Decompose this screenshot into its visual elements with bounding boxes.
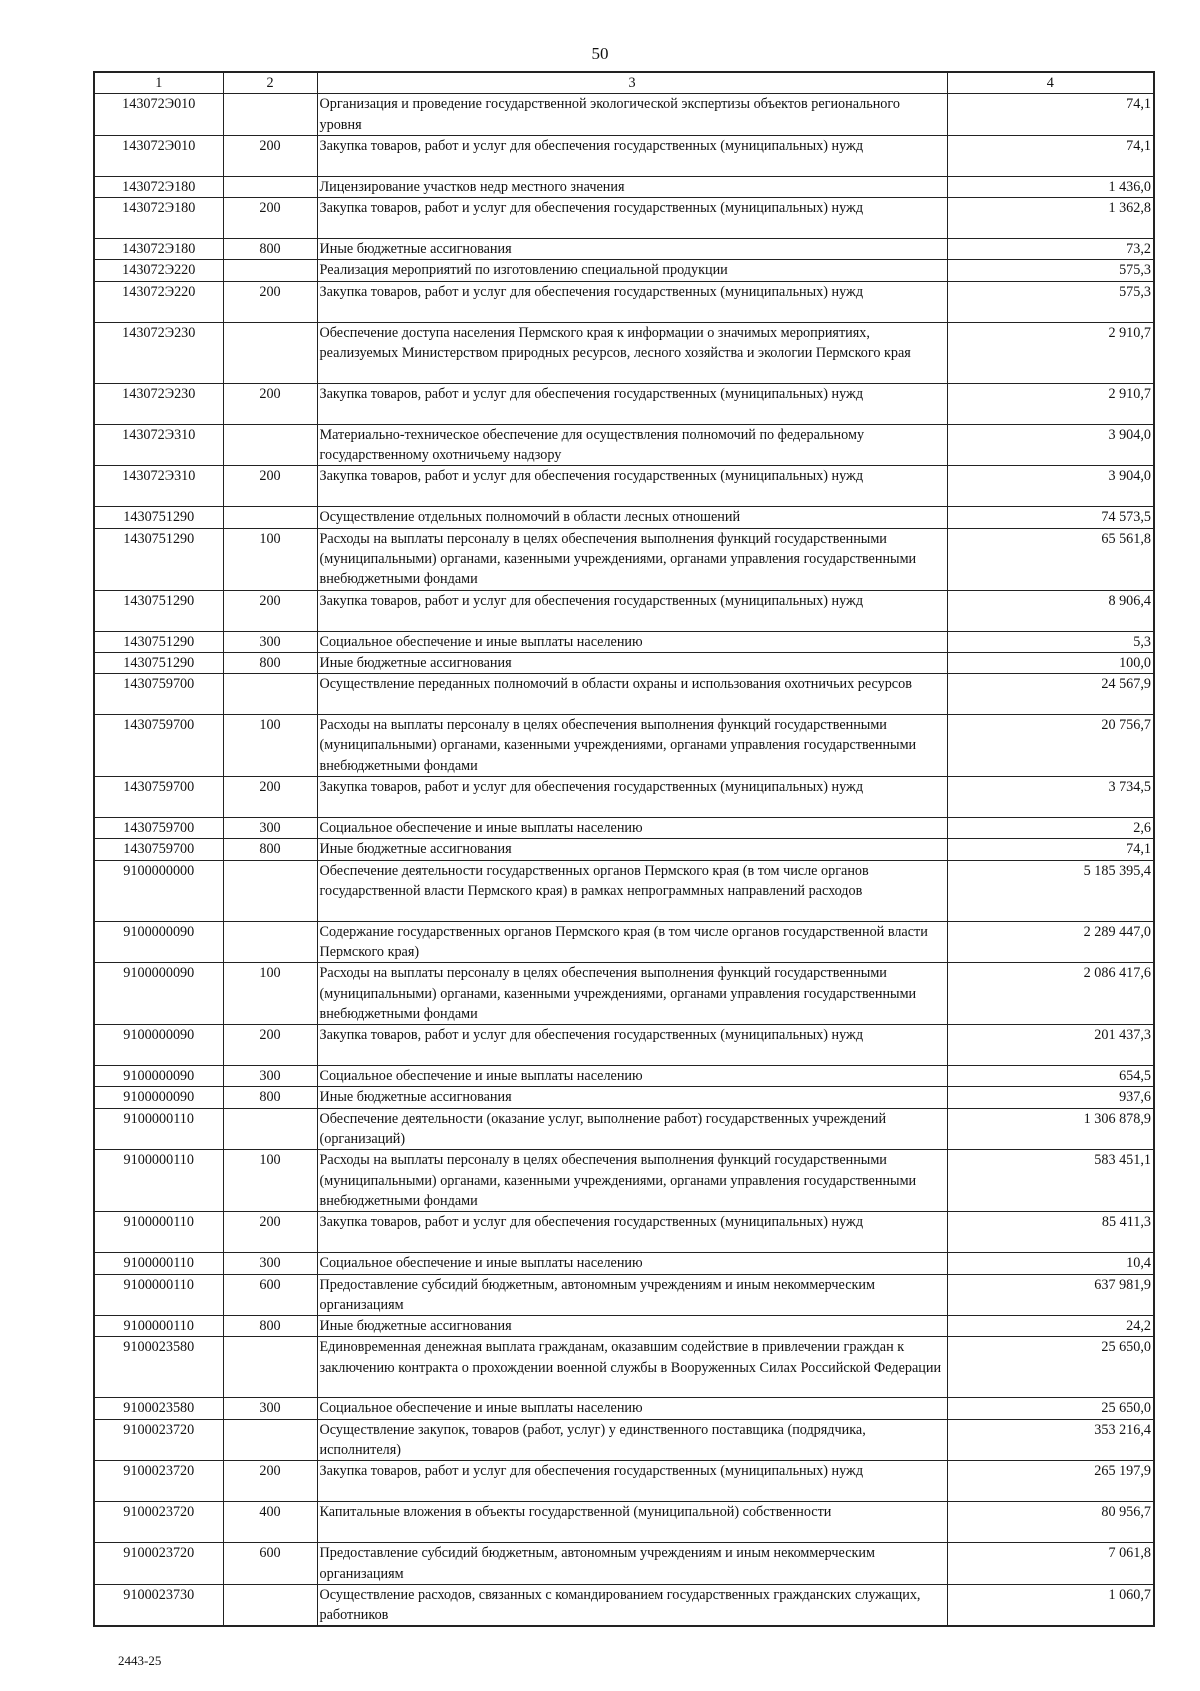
amount-cell: 353 216,4 bbox=[947, 1419, 1154, 1461]
amount-cell: 937,6 bbox=[947, 1087, 1154, 1108]
expense-type-cell: 100 bbox=[223, 528, 317, 590]
code-cell: 9100023720 bbox=[94, 1419, 223, 1461]
amount-cell: 1 362,8 bbox=[947, 198, 1154, 239]
table-row bbox=[94, 590, 1154, 631]
expense-type-cell: 200 bbox=[223, 1025, 317, 1066]
table-row bbox=[94, 1502, 1154, 1543]
column-header-name: 3 bbox=[317, 72, 947, 94]
code-cell: 9100000090 bbox=[94, 1025, 223, 1066]
description-cell: Капитальные вложения в объекты государственной (муниципальной) собственности bbox=[317, 1502, 947, 1543]
description-cell: Осуществление закупок, товаров (работ, услуг) у единственного поставщика (подрядчика, исполнителя) bbox=[317, 1419, 947, 1461]
code-cell: 143072Э220 bbox=[94, 281, 223, 322]
amount-cell: 2 289 447,0 bbox=[947, 921, 1154, 963]
table-row bbox=[94, 1398, 1154, 1419]
description-cell: Закупка товаров, работ и услуг для обеспечения государственных (муниципальных) нужд bbox=[317, 281, 947, 322]
expense-type-cell: 100 bbox=[223, 715, 317, 777]
expense-type-cell bbox=[223, 860, 317, 921]
code-cell: 1430759700 bbox=[94, 674, 223, 715]
amount-cell: 85 411,3 bbox=[947, 1212, 1154, 1253]
description-cell: Содержание государственных органов Пермского края (в том числе органов государственной власти Пермского края) bbox=[317, 921, 947, 963]
expense-type-cell bbox=[223, 507, 317, 528]
table-row bbox=[94, 631, 1154, 652]
table-row bbox=[94, 1337, 1154, 1398]
code-cell: 9100000090 bbox=[94, 921, 223, 963]
amount-cell: 3 904,0 bbox=[947, 466, 1154, 507]
table-row bbox=[94, 1253, 1154, 1274]
amount-cell: 100,0 bbox=[947, 652, 1154, 673]
expense-type-cell bbox=[223, 176, 317, 197]
amount-cell: 20 756,7 bbox=[947, 715, 1154, 777]
table-row bbox=[94, 1066, 1154, 1087]
code-cell: 143072Э180 bbox=[94, 239, 223, 260]
table-row bbox=[94, 176, 1154, 197]
table-row bbox=[94, 1274, 1154, 1316]
expense-type-cell: 400 bbox=[223, 1502, 317, 1543]
code-cell: 9100000090 bbox=[94, 963, 223, 1025]
expense-type-cell: 200 bbox=[223, 383, 317, 424]
code-cell: 9100023720 bbox=[94, 1543, 223, 1585]
code-cell: 9100000000 bbox=[94, 860, 223, 921]
expense-type-cell: 300 bbox=[223, 1253, 317, 1274]
budget-table bbox=[93, 71, 1155, 1627]
description-cell: Закупка товаров, работ и услуг для обеспечения государственных (муниципальных) нужд bbox=[317, 1212, 947, 1253]
description-cell: Осуществление отдельных полномочий в области лесных отношений bbox=[317, 507, 947, 528]
code-cell: 9100023580 bbox=[94, 1337, 223, 1398]
amount-cell: 2 086 417,6 bbox=[947, 963, 1154, 1025]
amount-cell: 8 906,4 bbox=[947, 590, 1154, 631]
table-row bbox=[94, 715, 1154, 777]
expense-type-cell bbox=[223, 674, 317, 715]
table-row bbox=[94, 528, 1154, 590]
description-cell: Закупка товаров, работ и услуг для обеспечения государственных (муниципальных) нужд bbox=[317, 1461, 947, 1502]
description-cell: Иные бюджетные ассигнования bbox=[317, 1316, 947, 1337]
description-cell: Иные бюджетные ассигнования bbox=[317, 239, 947, 260]
description-cell: Расходы на выплаты персоналу в целях обеспечения выполнения функций государственными (муниципальными) органами, казенными учреждениями, органами управления государственными внебюджетными фондами bbox=[317, 963, 947, 1025]
description-cell: Предоставление субсидий бюджетным, автономным учреждениям и иным некоммерческим организациям bbox=[317, 1274, 947, 1316]
expense-type-cell: 300 bbox=[223, 1398, 317, 1419]
amount-cell: 24 567,9 bbox=[947, 674, 1154, 715]
description-cell: Социальное обеспечение и иные выплаты населению bbox=[317, 631, 947, 652]
description-cell: Обеспечение деятельности (оказание услуг, выполнение работ) государственных учреждений (организаций) bbox=[317, 1108, 947, 1150]
description-cell: Обеспечение деятельности государственных органов Пермского края (в том числе органов государственной власти Пермского края) в рамках непрограммных направлений расходов bbox=[317, 860, 947, 921]
table-row bbox=[94, 94, 1154, 136]
description-cell: Расходы на выплаты персоналу в целях обеспечения выполнения функций государственными (муниципальными) органами, казенными учреждениями, органами управления государственными внебюджетными фондами bbox=[317, 1150, 947, 1212]
code-cell: 1430751290 bbox=[94, 631, 223, 652]
table-row bbox=[94, 1150, 1154, 1212]
amount-cell: 7 061,8 bbox=[947, 1543, 1154, 1585]
expense-type-cell: 100 bbox=[223, 963, 317, 1025]
expense-type-cell: 300 bbox=[223, 1066, 317, 1087]
table-row bbox=[94, 860, 1154, 921]
table-row bbox=[94, 383, 1154, 424]
expense-type-cell bbox=[223, 1584, 317, 1626]
code-cell: 9100000090 bbox=[94, 1066, 223, 1087]
description-cell: Предоставление субсидий бюджетным, автономным учреждениям и иным некоммерческим организациям bbox=[317, 1543, 947, 1585]
amount-cell: 2 910,7 bbox=[947, 322, 1154, 383]
table-row bbox=[94, 198, 1154, 239]
expense-type-cell: 200 bbox=[223, 590, 317, 631]
amount-cell: 3 904,0 bbox=[947, 424, 1154, 466]
code-cell: 143072Э180 bbox=[94, 198, 223, 239]
description-cell: Расходы на выплаты персоналу в целях обеспечения выполнения функций государственными (муниципальными) органами, казенными учреждениями, органами управления государственными внебюджетными фондами bbox=[317, 715, 947, 777]
amount-cell: 2,6 bbox=[947, 818, 1154, 839]
expense-type-cell: 200 bbox=[223, 198, 317, 239]
table-body bbox=[94, 94, 1154, 1627]
code-cell: 9100000110 bbox=[94, 1212, 223, 1253]
amount-cell: 10,4 bbox=[947, 1253, 1154, 1274]
expense-type-cell: 800 bbox=[223, 652, 317, 673]
code-cell: 143072Э310 bbox=[94, 424, 223, 466]
amount-cell: 74,1 bbox=[947, 135, 1154, 176]
column-header-code: 1 bbox=[94, 72, 223, 94]
description-cell: Социальное обеспечение и иные выплаты населению bbox=[317, 1253, 947, 1274]
description-cell: Иные бюджетные ассигнования bbox=[317, 1087, 947, 1108]
code-cell: 9100000110 bbox=[94, 1108, 223, 1150]
description-cell: Лицензирование участков недр местного значения bbox=[317, 176, 947, 197]
code-cell: 1430751290 bbox=[94, 528, 223, 590]
amount-cell: 5,3 bbox=[947, 631, 1154, 652]
expense-type-cell: 200 bbox=[223, 466, 317, 507]
code-cell: 1430751290 bbox=[94, 590, 223, 631]
amount-cell: 25 650,0 bbox=[947, 1337, 1154, 1398]
description-cell: Расходы на выплаты персоналу в целях обеспечения выполнения функций государственными (муниципальными) органами, казенными учреждениями, органами управления государственными внебюджетными фондами bbox=[317, 528, 947, 590]
amount-cell: 74,1 bbox=[947, 94, 1154, 136]
table-row bbox=[94, 1316, 1154, 1337]
table-row bbox=[94, 652, 1154, 673]
amount-cell: 73,2 bbox=[947, 239, 1154, 260]
expense-type-cell bbox=[223, 1419, 317, 1461]
table-row bbox=[94, 839, 1154, 860]
amount-cell: 1 436,0 bbox=[947, 176, 1154, 197]
table-row bbox=[94, 818, 1154, 839]
code-cell: 1430759700 bbox=[94, 839, 223, 860]
code-cell: 143072Э010 bbox=[94, 135, 223, 176]
code-cell: 9100023580 bbox=[94, 1398, 223, 1419]
code-cell: 143072Э010 bbox=[94, 94, 223, 136]
table-row bbox=[94, 135, 1154, 176]
table-row bbox=[94, 1584, 1154, 1626]
amount-cell: 80 956,7 bbox=[947, 1502, 1154, 1543]
expense-type-cell: 800 bbox=[223, 1316, 317, 1337]
description-cell: Социальное обеспечение и иные выплаты населению bbox=[317, 1066, 947, 1087]
column-header-sum: 4 bbox=[947, 72, 1154, 94]
code-cell: 143072Э230 bbox=[94, 383, 223, 424]
code-cell: 143072Э310 bbox=[94, 466, 223, 507]
description-cell: Реализация мероприятий по изготовлению специальной продукции bbox=[317, 260, 947, 281]
amount-cell: 201 437,3 bbox=[947, 1025, 1154, 1066]
amount-cell: 1 060,7 bbox=[947, 1584, 1154, 1626]
table-row bbox=[94, 674, 1154, 715]
description-cell: Закупка товаров, работ и услуг для обеспечения государственных (муниципальных) нужд bbox=[317, 466, 947, 507]
expense-type-cell bbox=[223, 921, 317, 963]
description-cell: Осуществление переданных полномочий в области охраны и использования охотничьих ресурсов bbox=[317, 674, 947, 715]
amount-cell: 575,3 bbox=[947, 281, 1154, 322]
expense-type-cell bbox=[223, 260, 317, 281]
expense-type-cell: 800 bbox=[223, 839, 317, 860]
table-row bbox=[94, 260, 1154, 281]
code-cell: 1430759700 bbox=[94, 715, 223, 777]
table-row bbox=[94, 1087, 1154, 1108]
code-cell: 143072Э230 bbox=[94, 322, 223, 383]
description-cell: Обеспечение доступа населения Пермского края к информации о значимых мероприятиях, реализуемых Министерством природных ресурсов, лесного хозяйства и экологии Пермского края bbox=[317, 322, 947, 383]
description-cell: Материально-техническое обеспечение для осуществления полномочий по федеральному государственному охотничьему надзору bbox=[317, 424, 947, 466]
table-header-row bbox=[94, 72, 1154, 94]
description-cell: Закупка товаров, работ и услуг для обеспечения государственных (муниципальных) нужд bbox=[317, 777, 947, 818]
expense-type-cell: 300 bbox=[223, 818, 317, 839]
description-cell: Закупка товаров, работ и услуг для обеспечения государственных (муниципальных) нужд bbox=[317, 383, 947, 424]
expense-type-cell bbox=[223, 1108, 317, 1150]
expense-type-cell bbox=[223, 1337, 317, 1398]
description-cell: Иные бюджетные ассигнования bbox=[317, 839, 947, 860]
description-cell: Закупка товаров, работ и услуг для обеспечения государственных (муниципальных) нужд bbox=[317, 1025, 947, 1066]
amount-cell: 24,2 bbox=[947, 1316, 1154, 1337]
code-cell: 9100023730 bbox=[94, 1584, 223, 1626]
table-row bbox=[94, 777, 1154, 818]
description-cell: Закупка товаров, работ и услуг для обеспечения государственных (муниципальных) нужд bbox=[317, 135, 947, 176]
code-cell: 9100000110 bbox=[94, 1150, 223, 1212]
code-cell: 9100023720 bbox=[94, 1461, 223, 1502]
table-row bbox=[94, 1212, 1154, 1253]
expense-type-cell bbox=[223, 322, 317, 383]
expense-type-cell: 300 bbox=[223, 631, 317, 652]
table-row bbox=[94, 466, 1154, 507]
code-cell: 9100000110 bbox=[94, 1274, 223, 1316]
description-cell: Социальное обеспечение и иные выплаты населению bbox=[317, 818, 947, 839]
expense-type-cell bbox=[223, 94, 317, 136]
column-header-kind: 2 bbox=[223, 72, 317, 94]
description-cell: Закупка товаров, работ и услуг для обеспечения государственных (муниципальных) нужд bbox=[317, 590, 947, 631]
expense-type-cell: 800 bbox=[223, 239, 317, 260]
amount-cell: 583 451,1 bbox=[947, 1150, 1154, 1212]
expense-type-cell: 200 bbox=[223, 135, 317, 176]
code-cell: 1430751290 bbox=[94, 652, 223, 673]
expense-type-cell: 600 bbox=[223, 1274, 317, 1316]
table-row bbox=[94, 963, 1154, 1025]
amount-cell: 25 650,0 bbox=[947, 1398, 1154, 1419]
description-cell: Иные бюджетные ассигнования bbox=[317, 652, 947, 673]
table-row bbox=[94, 1419, 1154, 1461]
expense-type-cell: 200 bbox=[223, 1212, 317, 1253]
code-cell: 9100023720 bbox=[94, 1502, 223, 1543]
amount-cell: 575,3 bbox=[947, 260, 1154, 281]
amount-cell: 265 197,9 bbox=[947, 1461, 1154, 1502]
expense-type-cell: 100 bbox=[223, 1150, 317, 1212]
expense-type-cell: 200 bbox=[223, 281, 317, 322]
page-number: 50 bbox=[591, 44, 609, 63]
document-code: 2443-25 bbox=[118, 1653, 162, 1668]
amount-cell: 74,1 bbox=[947, 839, 1154, 860]
code-cell: 1430751290 bbox=[94, 507, 223, 528]
amount-cell: 74 573,5 bbox=[947, 507, 1154, 528]
expense-type-cell bbox=[223, 424, 317, 466]
table-row bbox=[94, 1025, 1154, 1066]
code-cell: 9100000090 bbox=[94, 1087, 223, 1108]
description-cell: Социальное обеспечение и иные выплаты населению bbox=[317, 1398, 947, 1419]
table-row bbox=[94, 322, 1154, 383]
amount-cell: 5 185 395,4 bbox=[947, 860, 1154, 921]
table-row bbox=[94, 1543, 1154, 1585]
table-row bbox=[94, 424, 1154, 466]
amount-cell: 1 306 878,9 bbox=[947, 1108, 1154, 1150]
amount-cell: 3 734,5 bbox=[947, 777, 1154, 818]
code-cell: 143072Э220 bbox=[94, 260, 223, 281]
amount-cell: 65 561,8 bbox=[947, 528, 1154, 590]
description-cell: Организация и проведение государственной экологической экспертизы объектов регионального уровня bbox=[317, 94, 947, 136]
code-cell: 1430759700 bbox=[94, 818, 223, 839]
code-cell: 1430759700 bbox=[94, 777, 223, 818]
code-cell: 9100000110 bbox=[94, 1253, 223, 1274]
amount-cell: 637 981,9 bbox=[947, 1274, 1154, 1316]
description-cell: Осуществление расходов, связанных с командированием государственных гражданских служащих, работников bbox=[317, 1584, 947, 1626]
table-row bbox=[94, 281, 1154, 322]
expense-type-cell: 600 bbox=[223, 1543, 317, 1585]
table-row bbox=[94, 507, 1154, 528]
amount-cell: 2 910,7 bbox=[947, 383, 1154, 424]
expense-type-cell: 200 bbox=[223, 1461, 317, 1502]
table-row bbox=[94, 921, 1154, 963]
code-cell: 9100000110 bbox=[94, 1316, 223, 1337]
amount-cell: 654,5 bbox=[947, 1066, 1154, 1087]
code-cell: 143072Э180 bbox=[94, 176, 223, 197]
expense-type-cell: 200 bbox=[223, 777, 317, 818]
expense-type-cell: 800 bbox=[223, 1087, 317, 1108]
table-row bbox=[94, 1461, 1154, 1502]
table-row bbox=[94, 239, 1154, 260]
description-cell: Единовременная денежная выплата гражданам, оказавшим содействие в привлечении граждан к заключению контракта о прохождении военной службы в Вооруженных Силах Российской Федерации bbox=[317, 1337, 947, 1398]
table-row bbox=[94, 1108, 1154, 1150]
description-cell: Закупка товаров, работ и услуг для обеспечения государственных (муниципальных) нужд bbox=[317, 198, 947, 239]
